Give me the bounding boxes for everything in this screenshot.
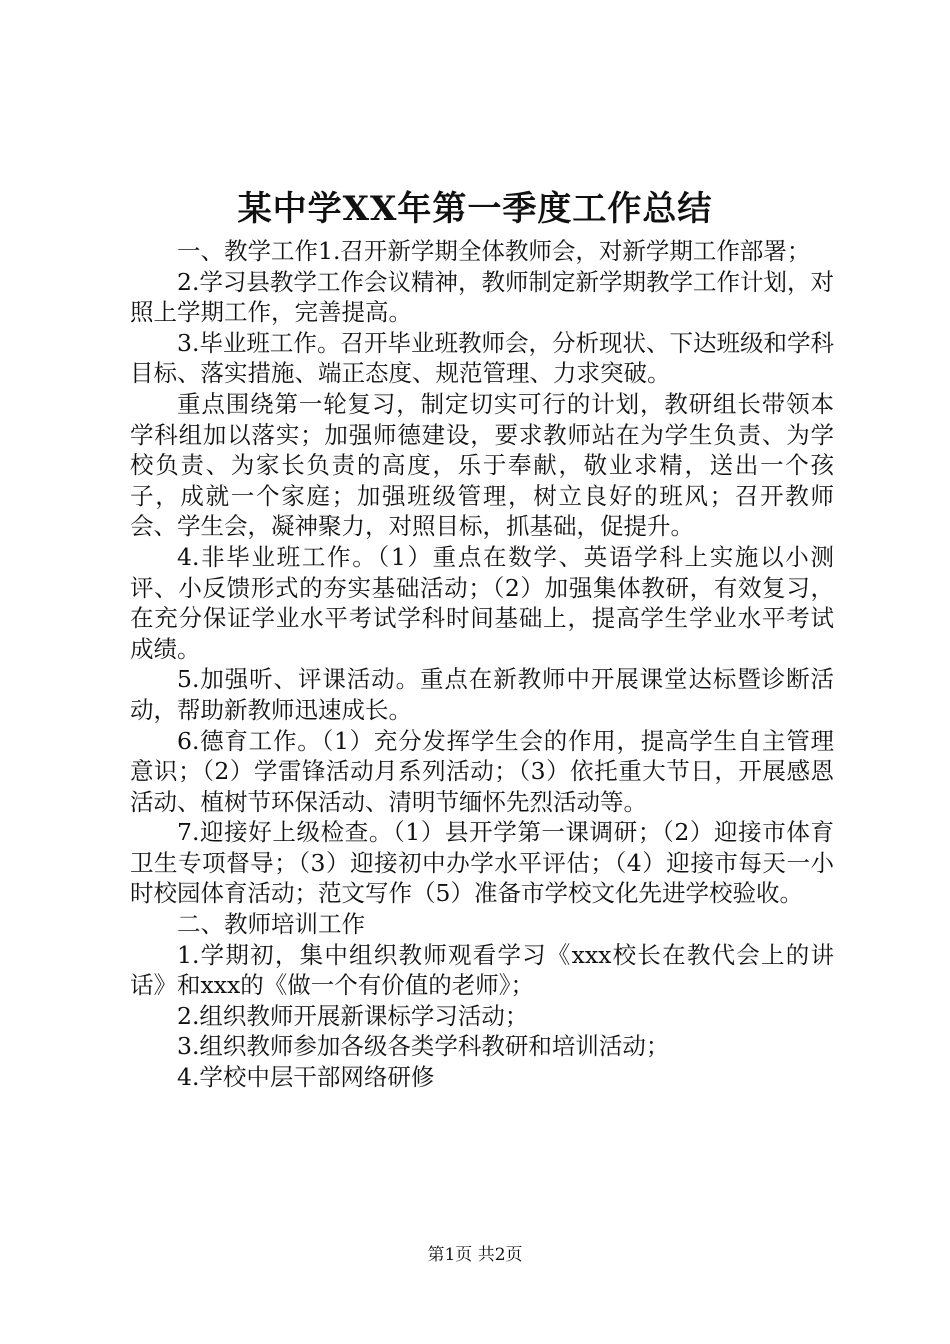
paragraph-training-item-3: 3.组织教师参加各级各类学科教研和培训活动； xyxy=(177,1032,670,1061)
paragraph-training-item-2: 2.组织教师开展新课标学习活动； xyxy=(177,1001,529,1030)
document-body xyxy=(130,236,834,1093)
paragraph-training-item-1: 1.学期初，集中组织教师观看学习《xxx校长在教代会上的讲话》和xxx的《做一个有价值的老师》； xyxy=(130,940,834,1000)
paragraph-inspections: 7.迎接好上级检查。（1）县开学第一课调研；（2）迎接市体育卫生专项督导；（3）迎接初中办学水平评估；（4）迎接市每天一小时校园体育活动；范文写作（5）准备市学校文化先进学校验收。 xyxy=(130,818,834,908)
page-number-footer: 第1页 共2页 xyxy=(427,1245,523,1265)
document-title: 某中学XX年第一季度工作总结 xyxy=(237,189,713,229)
paragraph-lesson-evaluation: 5.加强听、评课活动。重点在新教师中开展课堂达标暨诊断活动，帮助新教师迅速成长。 xyxy=(130,665,834,724)
paragraph-non-graduating-class: 4.非毕业班工作。（1）重点在数学、英语学科上实施以小测评、小反馈形式的夯实基础活动；（2）加强集体教研，有效复习，在充分保证学业水平考试学科时间基础上，提高学生学业水平考试成绩。 xyxy=(130,542,834,663)
paragraph-item-2: 2.学习县教学工作会议精神，教师制定新学期教学工作计划，对照上学期工作，完善提高。 xyxy=(130,267,834,327)
paragraph-moral-education: 6.德育工作。（1）充分发挥学生会的作用，提高学生自主管理意识；（2）学雷锋活动月系列活动；（3）依托重大节日，开展感恩活动、植树节环保活动、清明节缅怀先烈活动等。 xyxy=(130,726,834,816)
paragraph-training-item-4: 4.学校中层干部网络研修 xyxy=(177,1063,435,1092)
paragraph-graduating-class: 3.毕业班工作。召开毕业班教师会，分析现状、下达班级和学科目标、落实措施、端正态度、规范管理、力求突破。 xyxy=(130,328,834,388)
paragraph-teacher-training-heading: 二、教师培训工作 xyxy=(177,910,365,939)
paragraph-teaching-work: 一、教学工作1.召开新学期全体教师会，对新学期工作部署； xyxy=(177,237,811,265)
paragraph-first-round-review: 重点围绕第一轮复习，制定切实可行的计划，教研组长带领本学科组加以落实；加强师德建设，要求教师站在为学生负责、为学校负责、为家长负责的高度，乐于奉献，敬业求精，送出一个孩子，成就一个家庭；加强班级管理，树立良好的班风；召开教师会、学生会，凝神聚力，对照目标，抓基础，促提升。 xyxy=(130,389,834,541)
